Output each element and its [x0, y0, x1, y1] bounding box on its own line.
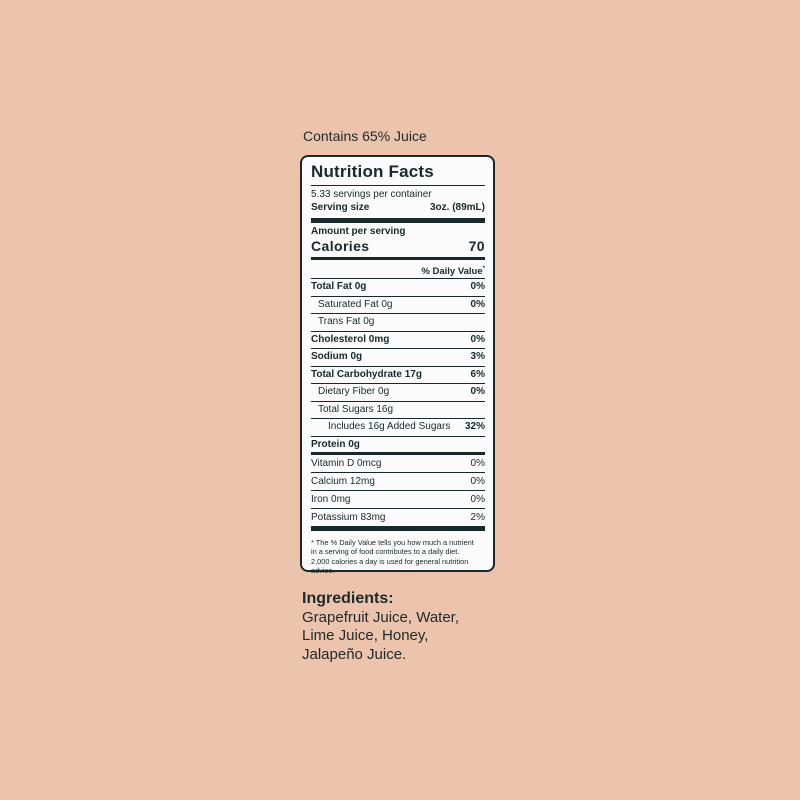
nutrient-name: Saturated Fat 0g	[318, 298, 393, 310]
serving-size-label: Serving size	[311, 202, 370, 213]
juice-content-note: Contains 65% Juice	[303, 128, 427, 144]
vitamin-percent: 0%	[470, 475, 485, 487]
nutrient-row-trans-fat	[311, 314, 485, 332]
vitamin-name: Vitamin D 0mcg	[311, 457, 382, 469]
calories-row	[311, 238, 485, 260]
ingredients-line: Lime Juice, Honey,	[302, 627, 429, 644]
nutrient-row-sodium	[311, 349, 485, 367]
vitamin-name: Calcium 12mg	[311, 475, 375, 487]
nutrient-row-protein	[311, 437, 485, 455]
ingredients-section	[302, 590, 522, 664]
nutrient-row-cholesterol	[311, 332, 485, 350]
vitamin-name: Iron 0mg	[311, 493, 351, 505]
serving-size-row	[311, 201, 485, 223]
daily-value-marker: *	[482, 266, 485, 272]
vitamin-name: Potassium 83mg	[311, 511, 386, 523]
nutrient-name: Protein 0g	[311, 438, 360, 450]
nutrition-facts-panel	[300, 155, 495, 575]
nutrient-name: Total Fat 0g	[311, 281, 367, 292]
nutrient-name: Total Carbohydrate 17g	[311, 368, 422, 380]
daily-value-footnote: * The % Daily Value tells you how much a nutrient in a serving of food contributes to a daily diet. 2,000 calories a day is used for general nutrition advice.	[311, 537, 474, 575]
ingredients-line: Jalapeño Juice.	[302, 645, 407, 663]
nutrient-name: Trans Fat 0g	[318, 316, 375, 327]
nutrient-percent: 0%	[470, 386, 485, 397]
nutrient-row-total-carbohydrate	[311, 367, 485, 385]
nutrient-name: Dietary Fiber 0g	[318, 386, 390, 397]
nutrient-name: Total Sugars 16g	[318, 403, 394, 415]
nutrient-name: Includes 16g Added Sugars	[328, 421, 451, 432]
calories-label: Calories	[311, 238, 370, 254]
nutrient-name: Sodium 0g	[311, 351, 363, 362]
daily-value-header	[311, 260, 485, 279]
nutrient-percent: 6%	[470, 368, 485, 380]
amount-per-serving: Amount per serving	[311, 226, 406, 237]
nutrient-name: Cholesterol 0mg	[311, 333, 390, 345]
nutrient-percent: 32%	[464, 421, 485, 432]
calories-value: 70	[468, 238, 485, 254]
vitamin-row-iron	[311, 491, 485, 509]
ingredients-title: Ingredients:	[302, 590, 394, 607]
nutrient-row-dietary-fiber	[311, 384, 485, 402]
daily-value-header-text: % Daily Value	[421, 266, 483, 278]
nutrient-row-saturated-fat	[311, 297, 485, 315]
vitamin-percent: 2%	[470, 511, 485, 523]
nutrient-row-added-sugars	[311, 419, 485, 437]
vitamin-percent: 0%	[470, 493, 485, 505]
nutrient-row-total-sugars	[311, 402, 485, 420]
nutrition-facts-title: Nutrition Facts	[311, 162, 485, 186]
nutrient-percent: 3%	[470, 351, 485, 362]
nutrient-row-total-fat	[311, 279, 485, 297]
nutrient-percent: 0%	[470, 281, 485, 292]
servings-per-container: 5.33 servings per container	[311, 189, 432, 200]
nutrient-percent: 0%	[470, 333, 485, 345]
vitamin-percent: 0%	[470, 457, 485, 469]
vitamin-row-vitamin-d	[311, 455, 485, 473]
serving-size-value: 3oz. (89mL)	[429, 202, 485, 213]
nutrient-percent: 0%	[470, 298, 485, 310]
vitamin-row-potassium	[311, 509, 485, 531]
vitamin-row-calcium	[311, 473, 485, 491]
ingredients-line: Grapefruit Juice, Water,	[302, 608, 460, 626]
